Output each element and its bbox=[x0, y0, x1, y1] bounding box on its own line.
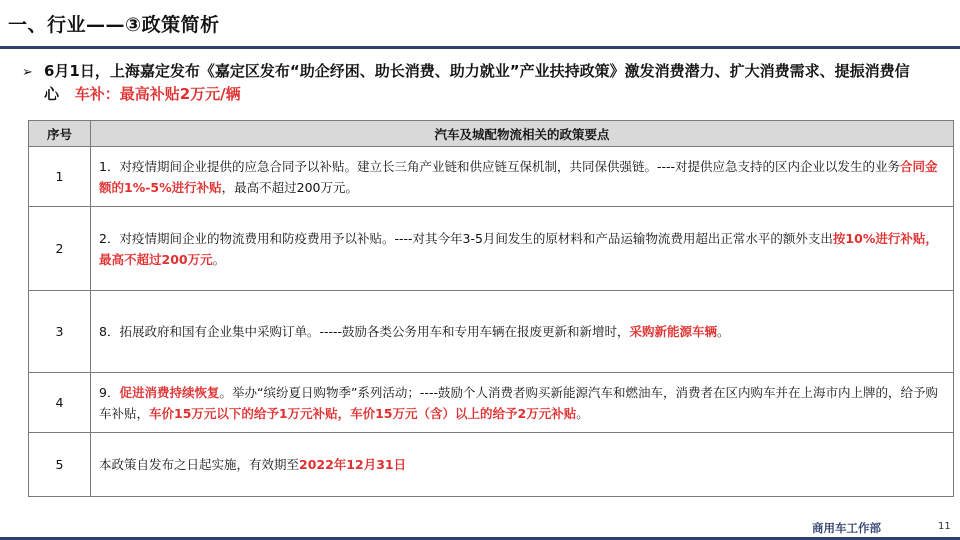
highlight-text: 按10%进行补贴，最高不超过200万元 bbox=[99, 230, 938, 267]
row-number: 3 bbox=[29, 291, 91, 373]
bullet-summary bbox=[22, 60, 922, 103]
table-row bbox=[29, 373, 954, 433]
policy-text-segment: 2．对疫情期间企业的物流费用和防疫费用予以补贴。----对其今年3-5月间发生的原材料和产品运输物流费用超出正常水平的额外支出 bbox=[99, 230, 833, 246]
policy-text-segment: ，最高不超过200万元。 bbox=[221, 179, 358, 195]
policy-text-segment: 。举办“缤纷夏日购物季”系列活动；----鼓励个人消费者购买新能源汽车和燃油车，消费者在区内购车并在上海市内上牌的，给予购车补贴， bbox=[99, 384, 938, 421]
highlight-text: 促进消费持续恢复 bbox=[119, 384, 220, 400]
highlight-text: 车价15万元以下的给予1万元补贴，车价15万元（含）以上的给予2万元补贴 bbox=[149, 405, 577, 421]
table-row bbox=[29, 147, 954, 207]
bullet-text-wrap bbox=[44, 60, 924, 106]
table-header-row bbox=[29, 121, 954, 147]
header-no: 序号 bbox=[29, 121, 91, 147]
table-body bbox=[29, 147, 954, 497]
header-policy: 汽车及城配物流相关的政策要点 bbox=[91, 121, 954, 147]
policy-text-segment: 1．对疫情期间企业提供的应急合同予以补贴。建立长三角产业链和供应链互保机制，共同保供强链。----对提供应急支持的区内企业以发生的业务 bbox=[99, 158, 900, 174]
row-number: 2 bbox=[29, 207, 91, 291]
policy-text bbox=[91, 433, 954, 497]
highlight-text: 合同金额的1%-5%进行补贴 bbox=[99, 158, 938, 195]
policy-text-segment: 。 bbox=[717, 324, 730, 339]
policy-text-segment: 9． bbox=[99, 384, 120, 400]
table-row bbox=[29, 433, 954, 497]
footer-department: 商用车工作部 bbox=[812, 521, 881, 535]
policy-text bbox=[91, 291, 954, 373]
table-row bbox=[29, 207, 954, 291]
policy-text-segment: 8．拓展政府和国有企业集中采购订单。-----鼓励各类公务用车和专用车辆在报废更新和新增时， bbox=[99, 324, 630, 339]
page-number: 11 bbox=[938, 521, 951, 532]
policy-text-segment: 。 bbox=[212, 251, 226, 267]
policy-text bbox=[91, 373, 954, 433]
policy-text bbox=[91, 207, 954, 291]
title-divider bbox=[0, 46, 960, 49]
row-number: 5 bbox=[29, 433, 91, 497]
policy-table bbox=[28, 120, 954, 497]
table-row bbox=[29, 291, 954, 373]
bullet-highlight: 车补：最高补贴2万元/辆 bbox=[74, 85, 241, 103]
highlight-text: 2022年12月31日 bbox=[299, 457, 407, 472]
row-number: 1 bbox=[29, 147, 91, 207]
page-title: 一、行业——③政策简析 bbox=[8, 14, 220, 36]
policy-text bbox=[91, 147, 954, 207]
row-number: 4 bbox=[29, 373, 91, 433]
policy-text-segment: 。 bbox=[576, 405, 589, 421]
bullet-text: 6月1日，上海嘉定发布《嘉定区发布“助企纾困、助长消费、助力就业”产业扶持政策》激发消费潜力、扩大消费需求、提振消费信心 bbox=[44, 62, 910, 103]
policy-text-segment: 本政策自发布之日起实施，有效期至 bbox=[99, 457, 300, 472]
arrow-bullet-icon: ➢ bbox=[22, 65, 33, 80]
highlight-text: 采购新能源车辆 bbox=[629, 324, 718, 339]
